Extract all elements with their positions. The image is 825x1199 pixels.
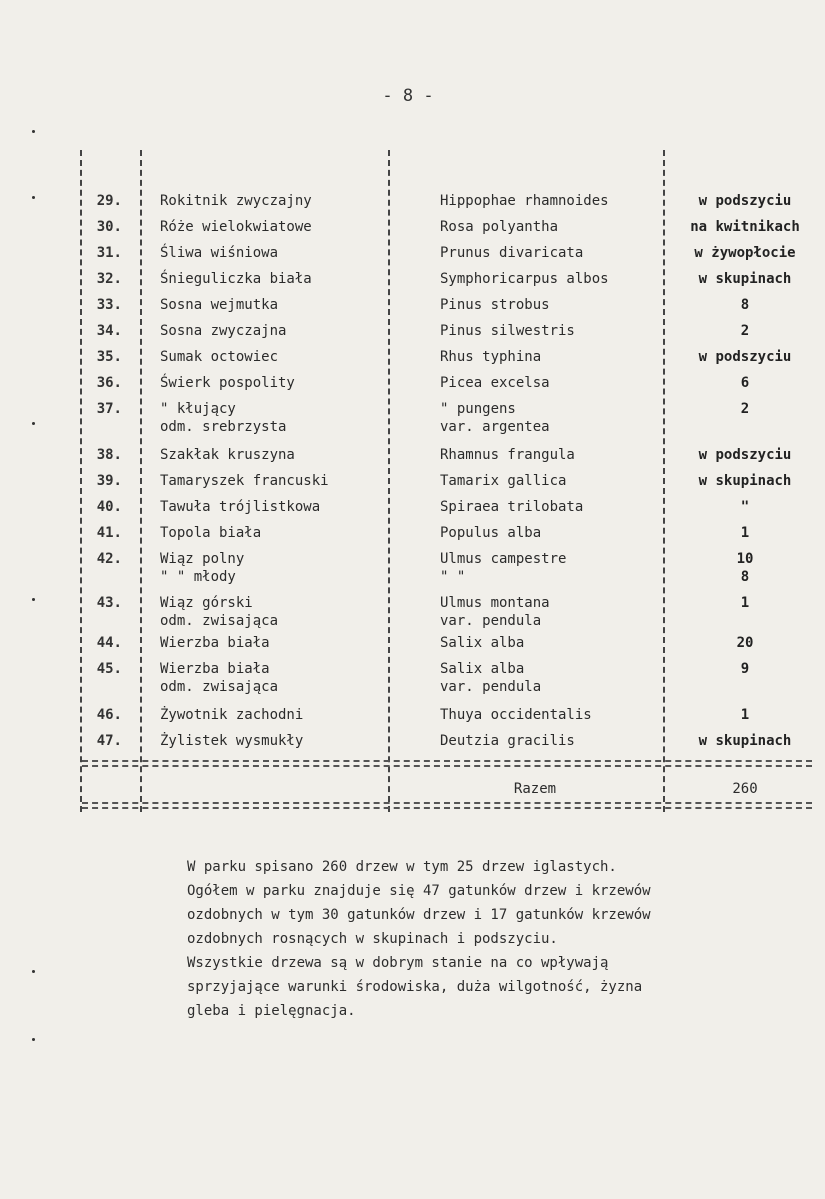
latin-name: Salix alba xyxy=(440,635,525,651)
latin-name: Tamarix gallica xyxy=(440,473,567,489)
polish-name-variant: odm. zwisająca xyxy=(160,679,279,695)
column-rule xyxy=(80,150,82,812)
latin-name-variant: var. pendula xyxy=(440,679,542,695)
row-number: 35. xyxy=(96,349,122,365)
remark: w skupinach xyxy=(698,473,792,489)
margin-mark xyxy=(32,970,35,973)
summary-line: W parku spisano 260 drzew w tym 25 drzew iglastych. xyxy=(187,859,617,875)
polish-name: " kłujący xyxy=(160,401,236,417)
polish-name-variant: " " młody xyxy=(160,569,236,585)
remark: 1 xyxy=(740,525,750,541)
remark: 20 xyxy=(736,635,754,651)
remark-second: 8 xyxy=(740,569,750,585)
row-number: 38. xyxy=(96,447,122,463)
polish-name: Szakłak kruszyna xyxy=(160,447,295,463)
latin-name: Pinus silwestris xyxy=(440,323,575,339)
latin-name: Hippophae rhamnoides xyxy=(440,193,609,209)
remark: w podszyciu xyxy=(698,447,792,463)
remark: na kwitnikach xyxy=(690,219,800,235)
row-number: 43. xyxy=(96,595,122,611)
row-number: 39. xyxy=(96,473,122,489)
polish-name: Sumak octowiec xyxy=(160,349,279,365)
row-number: 31. xyxy=(96,245,122,261)
summary-line: Wszystkie drzewa są w dobrym stanie na co wpływają xyxy=(187,955,609,971)
polish-name: Rokitnik zwyczajny xyxy=(160,193,312,209)
row-number: 30. xyxy=(96,219,122,235)
row-number: 41. xyxy=(96,525,122,541)
latin-name: Salix alba xyxy=(440,661,525,677)
total-label: Razem xyxy=(513,781,557,797)
polish-name-variant: odm. srebrzysta xyxy=(160,419,287,435)
remark: 9 xyxy=(740,661,750,677)
row-number: 46. xyxy=(96,707,122,723)
table-bottom-rule xyxy=(82,802,812,809)
row-number: 34. xyxy=(96,323,122,339)
latin-name: Ulmus campestre xyxy=(440,551,567,567)
polish-name: Wiąz polny xyxy=(160,551,245,567)
page-number: - 8 - xyxy=(382,86,434,106)
latin-name: Rosa polyantha xyxy=(440,219,559,235)
latin-name: Rhamnus frangula xyxy=(440,447,575,463)
row-number: 33. xyxy=(96,297,122,313)
polish-name: Wierzba biała xyxy=(160,635,270,651)
total-value: 260 xyxy=(732,781,758,797)
latin-name: Symphoricarpus albos xyxy=(440,271,609,287)
latin-name-variant: var. argentea xyxy=(440,419,550,435)
remark: w podszyciu xyxy=(698,193,792,209)
row-number: 32. xyxy=(96,271,122,287)
margin-mark xyxy=(32,598,35,601)
row-number: 36. xyxy=(96,375,122,391)
polish-name: Świerk pospolity xyxy=(160,375,295,391)
latin-name-variant: var. pendula xyxy=(440,613,542,629)
remark: w skupinach xyxy=(698,271,792,287)
polish-name: Topola biała xyxy=(160,525,262,541)
remark: 1 xyxy=(740,707,750,723)
remark: 2 xyxy=(740,323,750,339)
row-number: 45. xyxy=(96,661,122,677)
row-number: 42. xyxy=(96,551,122,567)
row-number: 40. xyxy=(96,499,122,515)
remark: w skupinach xyxy=(698,733,792,749)
remark: " xyxy=(740,499,750,515)
summary-line: ozdobnych rosnących w skupinach i podszyciu. xyxy=(187,931,558,947)
row-number: 47. xyxy=(96,733,122,749)
margin-mark xyxy=(32,422,35,425)
remark: 8 xyxy=(740,297,750,313)
polish-name: Wiąz górski xyxy=(160,595,253,611)
latin-name: Picea excelsa xyxy=(440,375,550,391)
polish-name: Tawuła trójlistkowa xyxy=(160,499,321,515)
latin-name: Spiraea trilobata xyxy=(440,499,584,515)
polish-name: Tamaryszek francuski xyxy=(160,473,329,489)
remark: w żywopłocie xyxy=(694,245,796,261)
remark: 1 xyxy=(740,595,750,611)
row-number: 29. xyxy=(96,193,122,209)
column-rule xyxy=(388,150,390,812)
polish-name: Sosna wejmutka xyxy=(160,297,279,313)
latin-name: Deutzia gracilis xyxy=(440,733,575,749)
remark: 6 xyxy=(740,375,750,391)
latin-name: Ulmus montana xyxy=(440,595,550,611)
remark: 2 xyxy=(740,401,750,417)
margin-mark xyxy=(32,1038,35,1041)
latin-name: Rhus typhina xyxy=(440,349,542,365)
latin-name: Populus alba xyxy=(440,525,542,541)
summary-paragraph xyxy=(187,855,787,1023)
latin-name: Pinus strobus xyxy=(440,297,550,313)
latin-name-variant: " " xyxy=(440,569,466,585)
row-number: 37. xyxy=(96,401,122,417)
summary-line: Ogółem w parku znajduje się 47 gatunków drzew i krzewów xyxy=(187,883,651,899)
row-number: 44. xyxy=(96,635,122,651)
summary-line: ozdobnych w tym 30 gatunków drzew i 17 gatunków krzewów xyxy=(187,907,651,923)
polish-name: Śliwa wiśniowa xyxy=(160,245,279,261)
summary-line: sprzyjające warunki środowiska, duża wilgotność, żyzna xyxy=(187,979,643,995)
latin-name: Prunus divaricata xyxy=(440,245,584,261)
table-divider xyxy=(82,760,812,767)
remark: 10 xyxy=(736,551,754,567)
polish-name: Sosna zwyczajna xyxy=(160,323,287,339)
remark: w podszyciu xyxy=(698,349,792,365)
margin-mark xyxy=(32,196,35,199)
polish-name: Śnieguliczka biała xyxy=(160,271,312,287)
column-rule xyxy=(140,150,142,812)
polish-name: Róże wielokwiatowe xyxy=(160,219,312,235)
column-rule xyxy=(663,150,665,812)
polish-name-variant: odm. zwisająca xyxy=(160,613,279,629)
margin-mark xyxy=(32,130,35,133)
latin-name: Thuya occidentalis xyxy=(440,707,592,723)
summary-line: gleba i pielęgnacja. xyxy=(187,1003,356,1019)
polish-name: Wierzba biała xyxy=(160,661,270,677)
latin-name: " pungens xyxy=(440,401,516,417)
polish-name: Żylistek wysmukły xyxy=(160,733,304,749)
polish-name: Żywotnik zachodni xyxy=(160,707,304,723)
